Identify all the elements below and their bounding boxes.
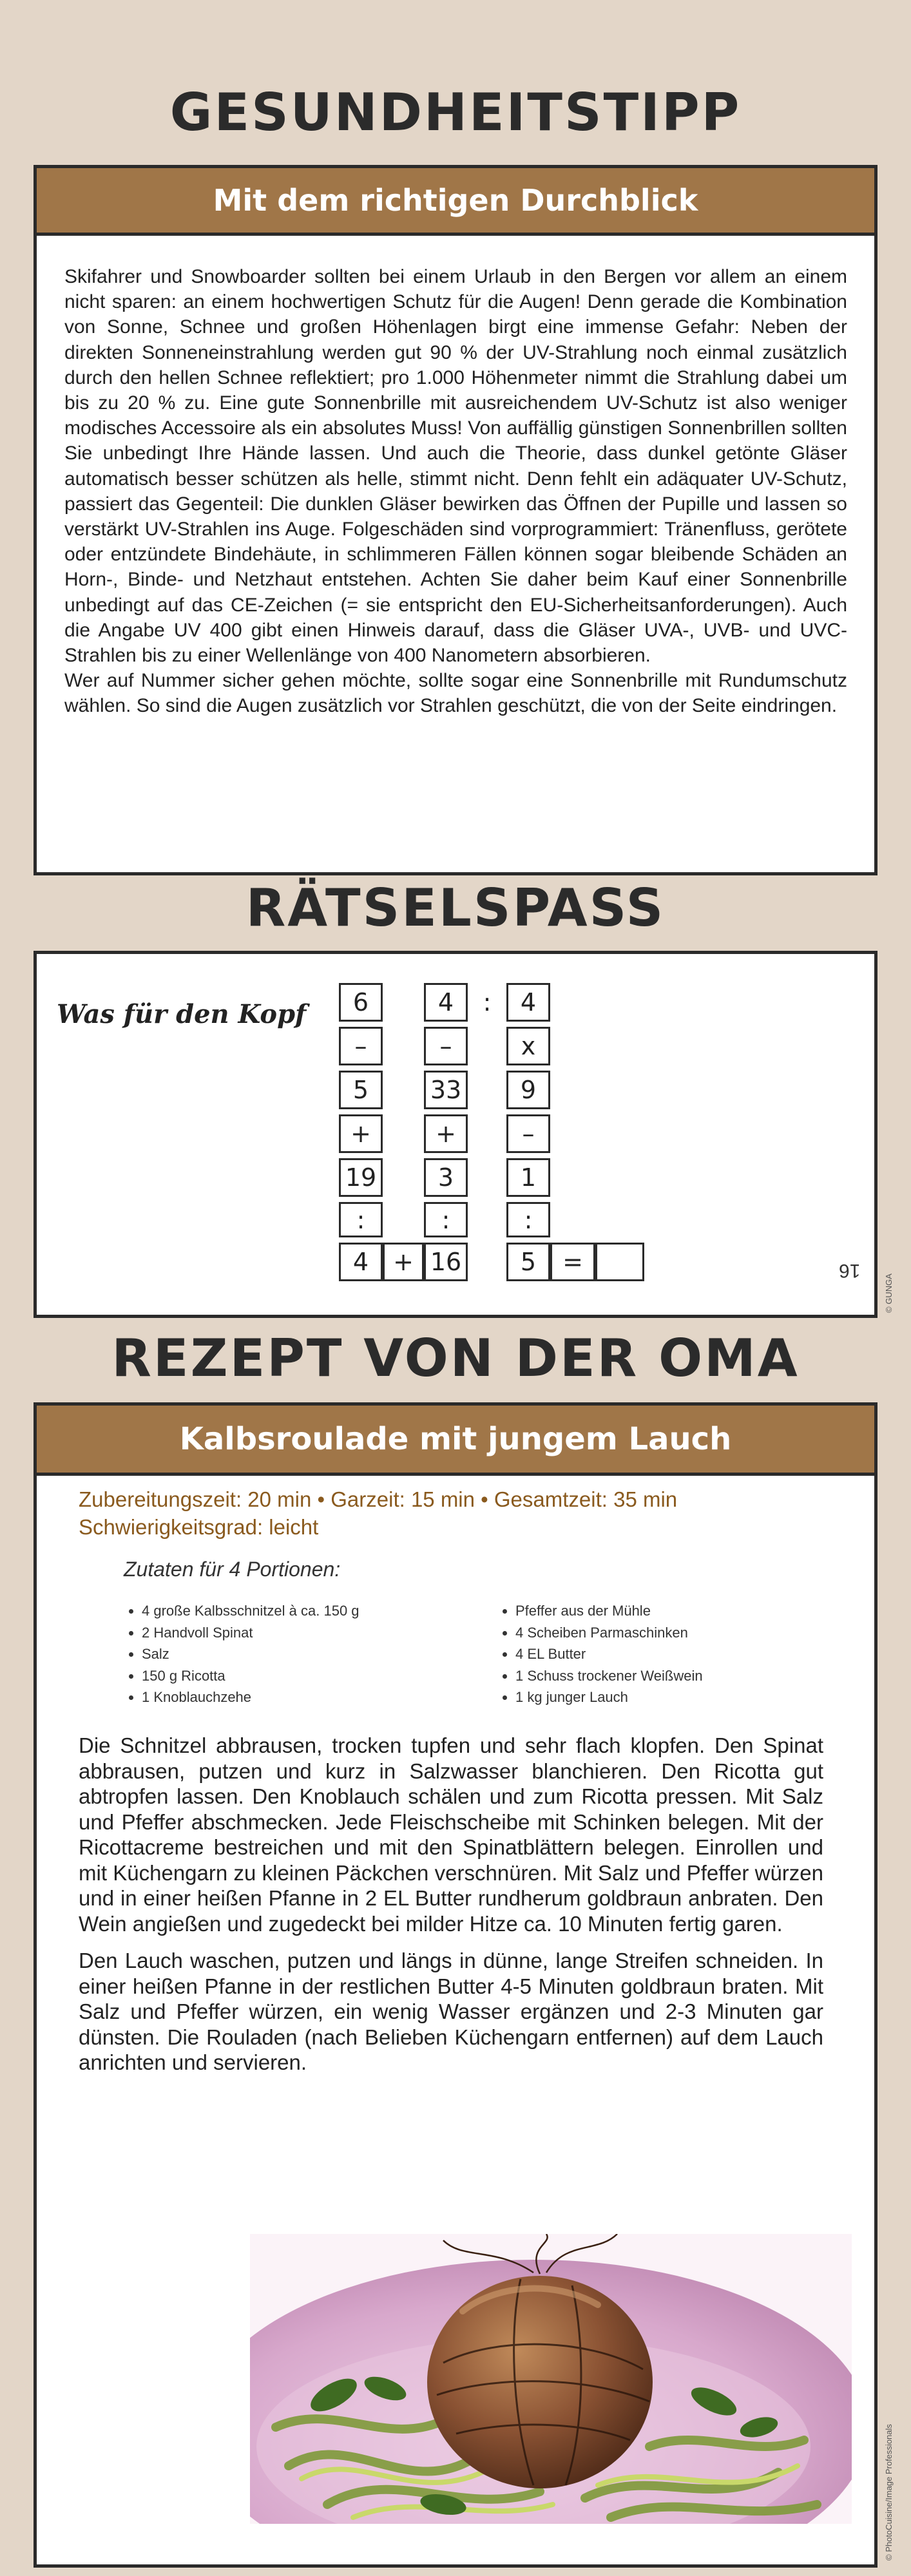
health-heading: GESUNDHEITSTIPP [169, 82, 742, 142]
health-paragraph-1: Skifahrer und Snowboarder sollten bei einem Urlaub in den Bergen vor allem an einem nicht sparen: an einem hochwertigen Schutz für die Augen! Denn gerade die Kombination von Sonne, Schnee und großen Höhenlagen birgt eine immense Gefahr: Neben der direkten Sonneneinstrahlung werden gut 90 % der UV-Strahlung noch einmal zusätzlich durch den hellen Schnee reflektiert; pro 1.000 Höhenmeter nimmt die Strahlung dabei um bis zu 20 % zu. Eine gute Sonnenbrille mit ausreichendem UV-Schutz ist also weniger modisches Accessoire als ein absolutes Muss! Von auffällig günstigen Sonnenbrillen sollten Sie unbedingt Ihre Hände lassen. Und auch die Theorie, dass dunkel getönte Gläser automatisch besser schützen als helle, stimmt nicht. Denn fehlt ein adäquater UV-Schutz, passiert das Gegenteil: Die dunklen Gläser bewirken das Öffnen der Pupille und lassen so verstärkt UV-Strahlen ins Auge. Folgeschäden sind vorprogrammiert: Tränenfluss, gerötete oder entzündete Bindehäute, in schlimmeren Fällen können sogar bleibende Schäden an Horn-, Binde- und Netzhaut entstehen. Achten Sie daher beim Kauf einer Sonnenbrille unbedingt auf das CE-Zeichen (= sie entspricht den EU-Sicherheitsanforderungen). Auch die Angabe UV 400 gibt einen Hinweis darauf, dass die Gläser UVA-, UVB- und UVC-Strahlen bis zu einer Wellenlänge von 400 Nanometern absorbieren. [64, 266, 847, 667]
health-paragraph-2: Wer auf Nummer sicher gehen möchte, sollte sogar eine Sonnenbrille mit Rundumschutz wählen. So sind die Augen zusätzlich vor Strahlen geschützt, die von der Seite eindringen. [64, 670, 847, 717]
recipe-title: Kalbsroulade mit jungem Lauch [179, 1421, 732, 1457]
recipe-difficulty: Schwierigkeitsgrad: leicht [79, 1515, 319, 1539]
recipe-title-bar [34, 1402, 877, 1476]
puzzle-cell: – [424, 1027, 468, 1065]
ingredient-item: • 1 Schuss trockener Weißwein [515, 1665, 850, 1687]
ingredients-list-right [500, 1600, 850, 1708]
photo-credit: © PhotoCuisine/Image Professionals [884, 2424, 894, 2561]
ingredient-item: • 4 Scheiben Parmaschinken [515, 1622, 850, 1644]
puzzle-cell: 4 [424, 983, 468, 1022]
ingredient-item: • 4 große Kalbsschnitzel à ca. 150 g [142, 1600, 477, 1622]
puzzle-operator-cell: = [550, 1243, 595, 1281]
puzzle-cell: 6 [339, 983, 383, 1022]
recipe-paragraph-1: Die Schnitzel abbrausen, trocken tupfen und sehr flach klopfen. Den Spinat abbrausen, putzen und kurz in Salzwasser blanchieren. Den Ricotta gut abtropfen lassen. Den Knoblauch schälen und zum Ricotta pressen. Mit Salz und Pfeffer abschmecken. Jede Fleischscheibe mit Schinken belegen. Mit der Ricottacreme bestreichen und mit den Spinatblättern belegen. Einrollen und mit Küchengarn zu kleinen Päckchen verschnüren. Mit Salz und Pfeffer würzen und in einer heißen Pfanne in 2 EL Butter rundherum goldbraun anbraten. Den Wein angießen und zugedeckt bei milder Hitze ca. 10 Minuten fertig garen. [79, 1733, 823, 1936]
recipe-instructions [79, 1733, 823, 2087]
puzzle-cell: : [506, 1202, 550, 1237]
puzzle-cell: 3 [424, 1158, 468, 1197]
puzzle-cell: – [339, 1027, 383, 1065]
puzzle-label: Was für den Kopf [57, 999, 307, 1029]
recipe-times: Zubereitungszeit: 20 min • Garzeit: 15 min • Gesamtzeit: 35 min [79, 1487, 678, 1511]
puzzle-cell: 16 [424, 1243, 468, 1281]
puzzle-cell: – [506, 1114, 550, 1153]
puzzle-cell: 4 [339, 1243, 383, 1281]
ingredients-list-left [126, 1600, 477, 1708]
puzzle-heading: RÄTSELSPASS [245, 878, 666, 938]
health-title-bar [34, 165, 877, 236]
puzzle-operator-cell: : [483, 988, 492, 1016]
ingredient-item: • 1 Knoblauchzehe [142, 1686, 477, 1708]
health-title: Mit dem richtigen Durchblick [213, 183, 698, 218]
puzzle-cell: 9 [506, 1071, 550, 1109]
ingredients-title: Zutaten für 4 Portionen: [124, 1558, 341, 1581]
ingredient-item: • 150 g Ricotta [142, 1665, 477, 1687]
recipe-heading: REZEPT VON DER OMA [111, 1328, 800, 1388]
puzzle-cell: : [424, 1202, 468, 1237]
puzzle-cell: + [424, 1114, 468, 1153]
veal-roulade-image [250, 2234, 852, 2524]
puzzle-operator-cell: + [383, 1243, 424, 1281]
puzzle-cell: 5 [339, 1071, 383, 1109]
ingredient-item: • 4 EL Butter [515, 1643, 850, 1665]
puzzle-cell: 1 [506, 1158, 550, 1197]
page-number: 16 [839, 1260, 861, 1281]
puzzle-cell: 4 [506, 983, 550, 1022]
health-text [64, 264, 847, 719]
puzzle-answer-cell [595, 1243, 644, 1281]
puzzle-cell: 19 [339, 1158, 383, 1197]
puzzle-cell: x [506, 1027, 550, 1065]
ingredient-item: • Pfeffer aus der Mühle [515, 1600, 850, 1622]
ingredient-item: • 1 kg junger Lauch [515, 1686, 850, 1708]
puzzle-cell: 5 [506, 1243, 550, 1281]
puzzle-cell: + [339, 1114, 383, 1153]
puzzle-cell: : [339, 1202, 383, 1237]
ingredient-item: • 2 Handvoll Spinat [142, 1622, 477, 1644]
recipe-paragraph-2: Den Lauch waschen, putzen und längs in dünne, lange Streifen schneiden. In einer heißen Pfanne in der restlichen Butter 4-5 Minuten goldbraun braten. Mit Salz und Pfeffer würzen, ein wenig Wasser ergänzen und 2-3 Minuten gar dünsten. Die Rouladen (nach Belieben Küchengarn entfernen) auf dem Lauch anrichten und servieren. [79, 1949, 823, 2074]
ingredient-item: • Salz [142, 1643, 477, 1665]
puzzle-credit: © GUNGA [884, 1274, 894, 1313]
puzzle-cell: 33 [424, 1071, 468, 1109]
recipe-photo [250, 2234, 852, 2524]
